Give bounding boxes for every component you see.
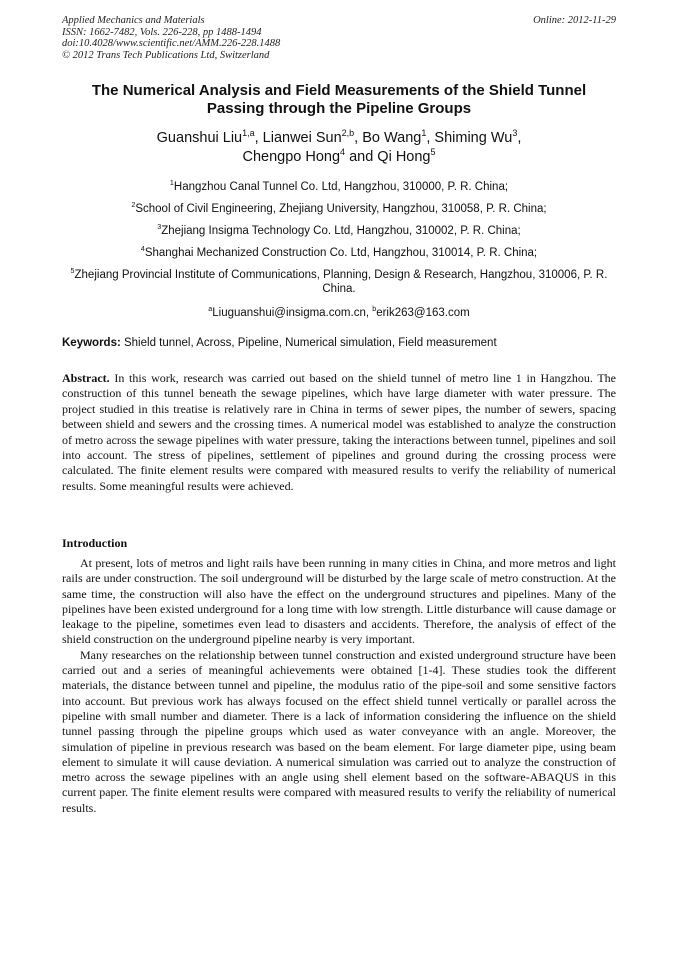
affiliation-text: Shanghai Mechanized Construction Co. Ltd, Hangzhou, 310014, P. R. China; [144, 247, 538, 259]
affiliation-list [62, 180, 616, 320]
abstract-label: Abstract. [62, 371, 110, 385]
author-name: Chengpo Hong [242, 149, 341, 165]
author-name: Guanshui Liu [156, 130, 243, 146]
author-name: Qi Hong [377, 149, 431, 165]
author-affiliation-mark: 2,b [341, 128, 355, 139]
author-affiliation-mark: 5 [430, 147, 436, 158]
author-emails [62, 306, 616, 320]
email-link[interactable]: erik263@163.com [376, 307, 470, 319]
issn-line: ISSN: 1662-7482, Vols. 226-228, pp 1488-1494 [62, 26, 262, 38]
affiliation [62, 202, 616, 216]
email-mark: a [208, 305, 213, 314]
author-name: Shiming Wu [434, 130, 513, 146]
affiliation [62, 246, 616, 260]
email-mark: b [372, 305, 377, 314]
copyright-line: © 2012 Trans Tech Publications Ltd, Switzerland [62, 49, 270, 61]
author-affiliation-mark: 4 [340, 147, 346, 158]
affiliation-mark: 3 [157, 223, 162, 232]
journal-header [62, 15, 616, 61]
author-separator: and [345, 149, 378, 165]
journal-name: Applied Mechanics and Materials [62, 15, 205, 26]
paper-title [62, 82, 616, 118]
author-list [62, 129, 616, 167]
affiliation [62, 268, 616, 296]
author-separator: , [517, 130, 522, 146]
section-heading-introduction: Introduction [62, 536, 128, 550]
affiliation-mark: 1 [169, 179, 174, 188]
author-name: Lianwei Sun [262, 130, 342, 146]
author-line-2 [62, 148, 616, 167]
author-affiliation-mark: 1 [421, 128, 427, 139]
abstract-paragraph [62, 371, 616, 494]
author-separator: , [254, 130, 263, 146]
doi-line: doi:10.4028/www.scientific.net/AMM.226-228.1488 [62, 38, 281, 49]
title-line-2: Passing through the Pipeline Groups [206, 100, 472, 117]
keywords-line [62, 336, 616, 350]
paragraph: At present, lots of metros and light rails have been running in many cities in China, and more metros and light rails are under construction. The soil underground will be disturbed by the large scale of metro construction. At the same time, the construction will also have the effect on the underground structures and pipelines. Many of the pipelines have been existed underground for a long time with low strength. Little disturbance will cause damage or leakage to the pipeline, sometimes even lead to disasters and accidents. Therefore, the analysis of effect of the shield construction on the underground pipeline nearby is very important. [62, 556, 616, 647]
introduction-body [62, 556, 616, 816]
keywords-text: Shield tunnel, Across, Pipeline, Numerical simulation, Field measurement [120, 337, 497, 349]
author-separator: , [354, 130, 363, 146]
author-separator: , [426, 130, 435, 146]
keywords-label: Keywords: [62, 337, 121, 349]
title-line-1: The Numerical Analysis and Field Measurements of the Shield Tunnel [91, 82, 587, 99]
author-line-1 [62, 129, 616, 148]
abstract-text: In this work, research was carried out based on the shield tunnel of metro line 1 in Hangzhou. The construction of this tunnel beneath the sewage pipelines, which have large diameter with water pressure. The project studied in this treatise is relatively rare in China in terms of sewer pipes, the number of sewers, spacing between shield and sewers and the crossing times. A numerical model was established to analyze the construction of metro across the sewage pipelines with water pressure, taking the interactions between tunnel, pipelines and soil into account. The stress of pipelines, settlement of pipelines and ground during the crossing process were calculated. The finite element results were compared with measured results to verify the reliability of numerical results. Some meaningful results were achieved. [62, 371, 616, 493]
email-link[interactable]: Liuguanshui@insigma.com.cn, [212, 307, 373, 319]
affiliation [62, 224, 616, 238]
affiliation [62, 180, 616, 194]
affiliation-text: School of Civil Engineering, Zhejiang University, Hangzhou, 310058, P. R. China; [135, 203, 547, 215]
affiliation-text: Zhejiang Insigma Technology Co. Ltd, Hangzhou, 310002, P. R. China; [161, 225, 521, 237]
affiliation-mark: 4 [140, 245, 145, 254]
affiliation-text: Hangzhou Canal Tunnel Co. Ltd, Hangzhou, 310000, P. R. China; [173, 181, 509, 193]
affiliation-mark: 2 [131, 201, 136, 210]
author-name: Bo Wang [362, 130, 422, 146]
author-affiliation-mark: 1,a [242, 128, 255, 139]
affiliation-mark: 5 [70, 267, 75, 276]
online-date: Online: 2012-11-29 [533, 15, 616, 26]
author-affiliation-mark: 3 [512, 128, 518, 139]
paragraph: Many researches on the relationship between tunnel construction and existed underground structure have been carried out and a series of meaningful achievements were obtained [1-4]. These studies took the different materials, the distance between tunnel and pipeline, the modulus ratio of the pipe-soil and some sensitive factors into account. But previous work has always focused on the effect shield tunnel vertically or parallel across the pipeline with small number and diameter. There is a lack of information considering the influence on the shield tunnel passing through the pipeline groups which used as water conveyance with an angle. Moreover, the simulation of pipeline in previous research was based on the beam element. For large diameter pipe, using beam element to simulate it will cause deviation. A numerical simulation was carried out to analyze the construction of metro across the sewage pipelines with an angle using shell element based on the software-ABAQUS in this current paper. The finite element results were compared with measured results to verify the reliability of numerical results. [62, 647, 616, 815]
affiliation-text: Zhejiang Provincial Institute of Communications, Planning, Design & Research, Hangzhou, 310006, P. R. China. [74, 269, 608, 295]
